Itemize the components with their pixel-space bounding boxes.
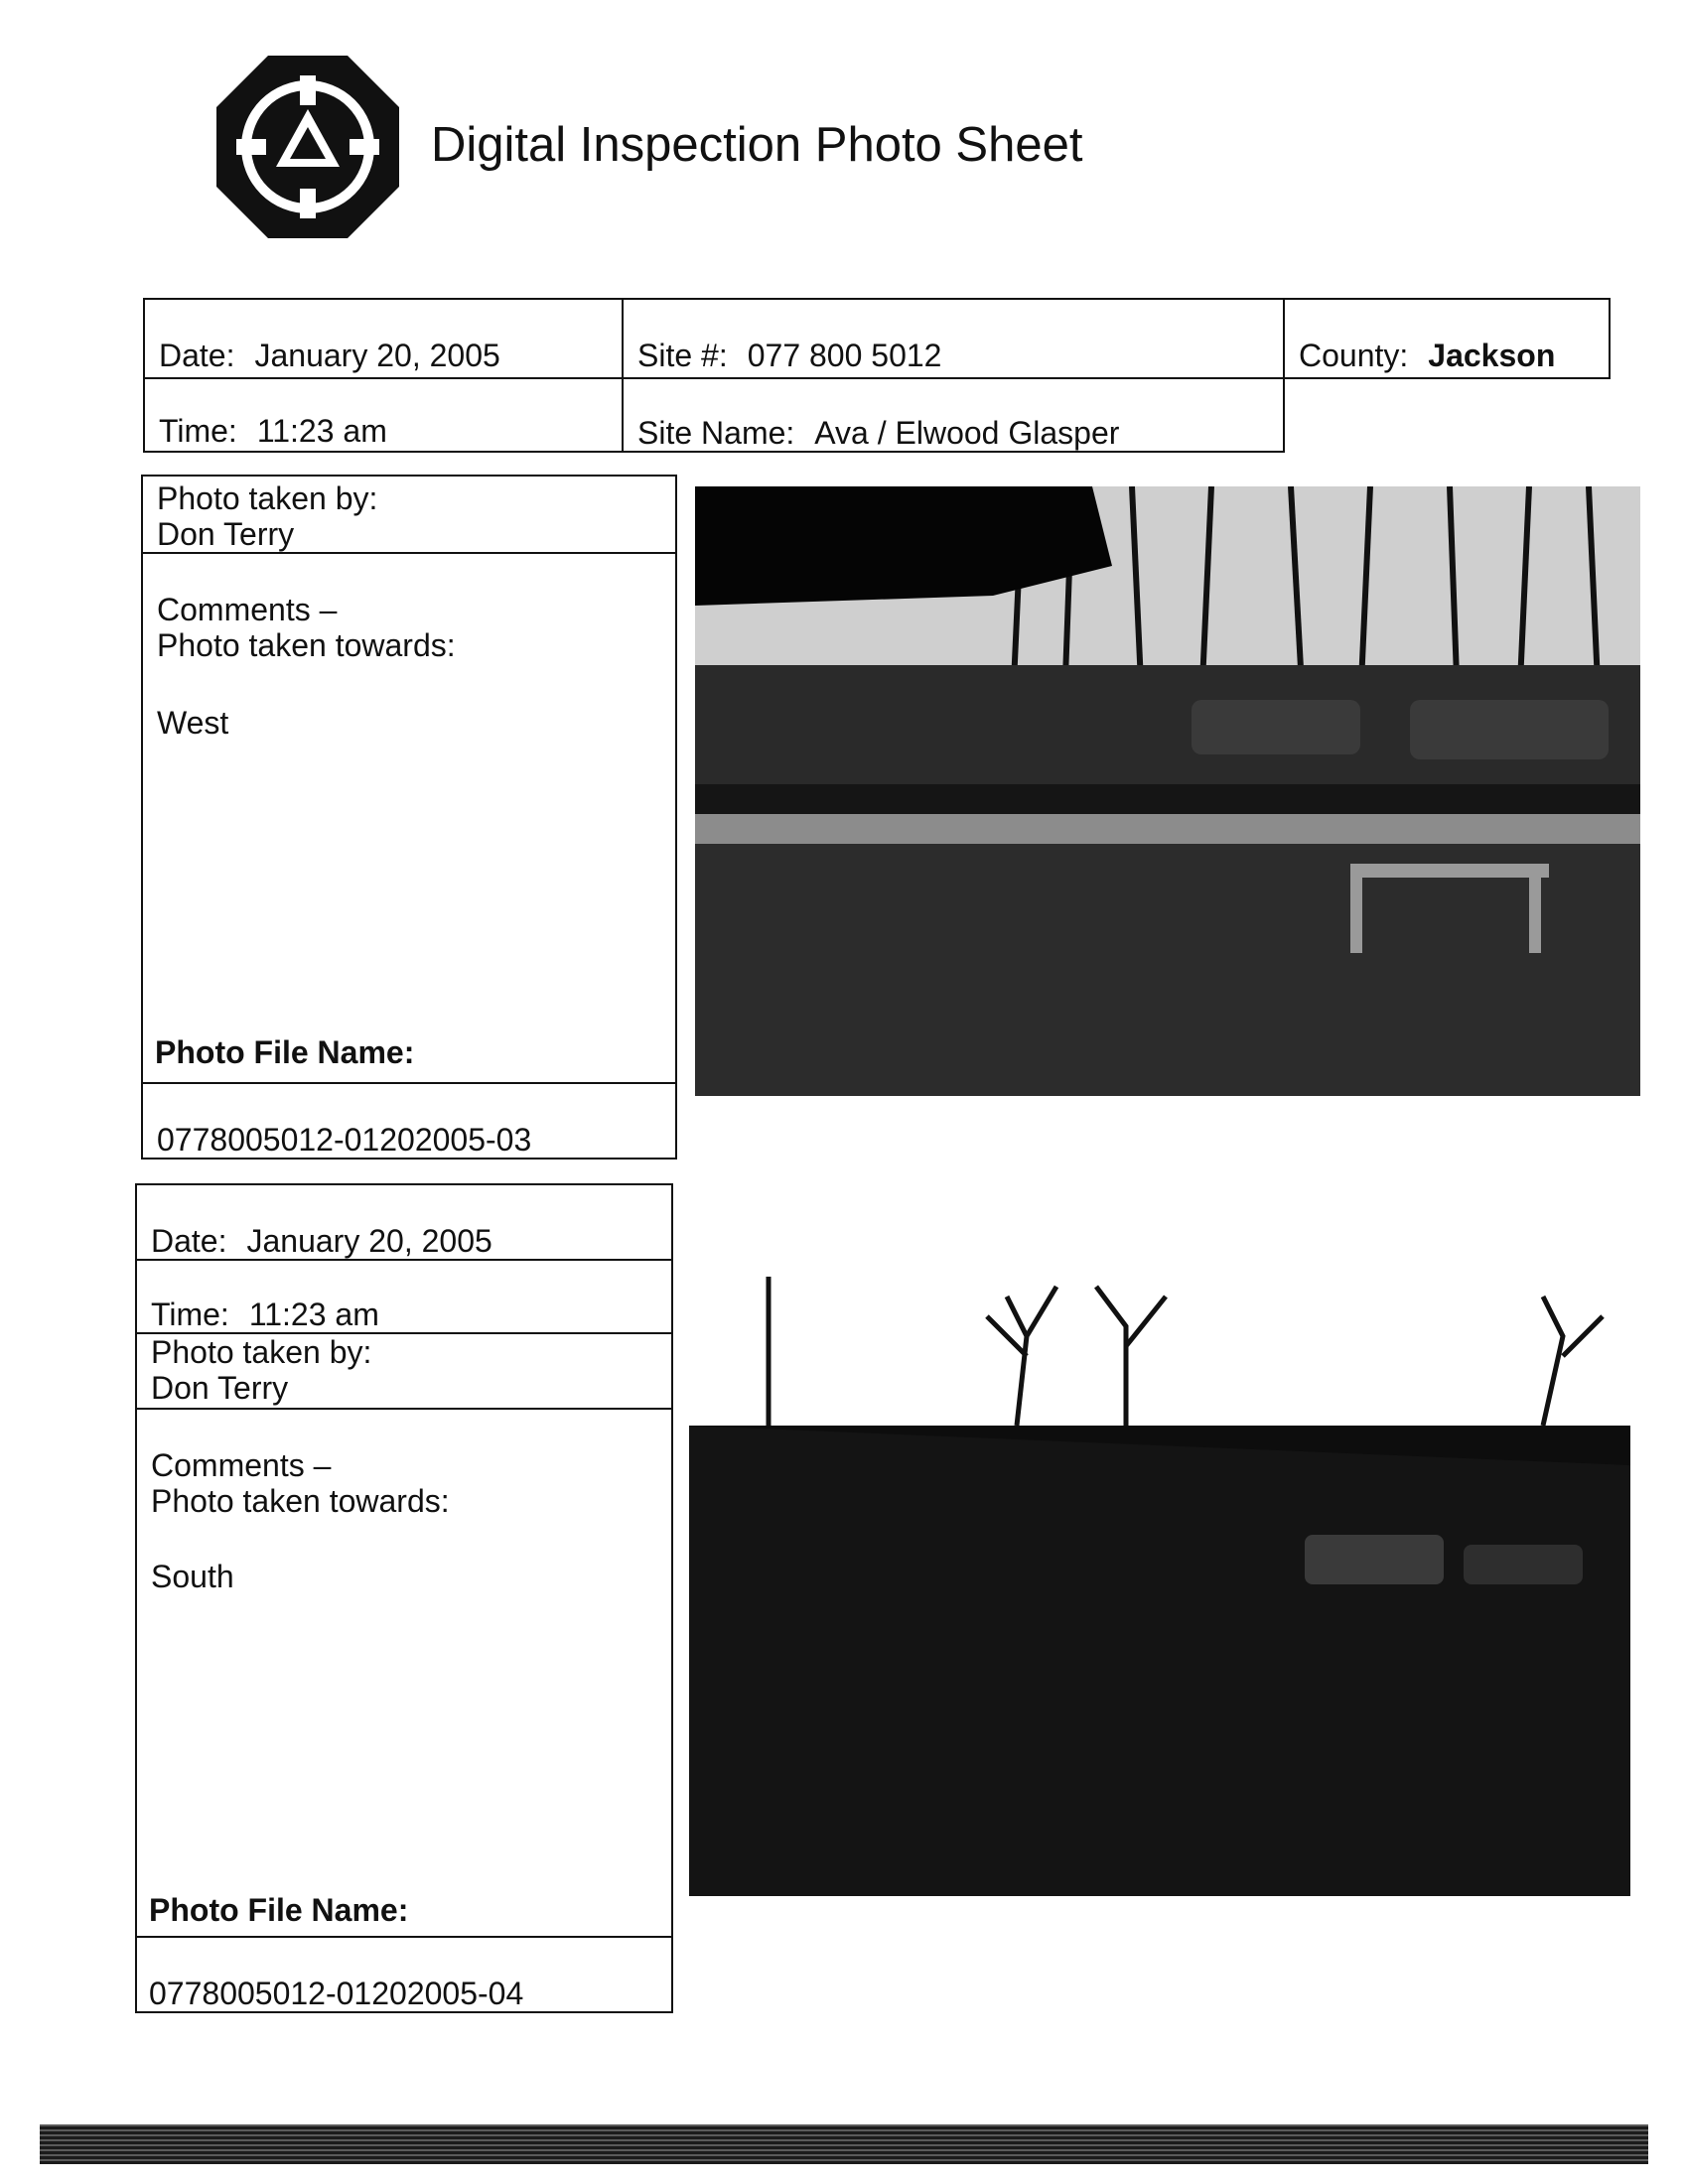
site-name-label: Site Name: — [637, 415, 795, 451]
photo1-towards-label: Photo taken towards: — [157, 627, 456, 663]
photo1-file-name-value: 0778005012-01202005-03 — [157, 1122, 532, 1158]
photo2-image — [689, 1277, 1630, 1896]
photo2-taken-by-value: Don Terry — [151, 1370, 289, 1406]
photo2-direction: South — [151, 1559, 234, 1594]
photo1-comments-label: Comments – — [157, 592, 338, 627]
photo1-direction: West — [157, 705, 229, 741]
photo2-time-label: Time: — [151, 1297, 229, 1332]
page-title: Digital Inspection Photo Sheet — [431, 118, 1083, 172]
photo1-file-name-label: Photo File Name: — [155, 1034, 415, 1070]
county-value: Jackson — [1428, 338, 1556, 373]
time-label: Time: — [159, 413, 237, 449]
photo2-towards-label: Photo taken towards: — [151, 1483, 450, 1519]
photo2-date-label: Date: — [151, 1223, 227, 1259]
octagon-seal-icon — [209, 48, 407, 246]
footer-bar — [40, 2124, 1648, 2164]
site-name-value: Ava / Elwood Glasper — [814, 415, 1120, 451]
site-number-field — [637, 340, 941, 371]
date-field — [159, 340, 500, 371]
photo1-taken-by-label: Photo taken by: — [157, 480, 378, 516]
site-number-label: Site #: — [637, 338, 728, 373]
photo2-time-value: 11:23 am — [248, 1297, 379, 1332]
date-value: January 20, 2005 — [254, 338, 500, 373]
photo2-time-field — [151, 1298, 379, 1330]
photo1-image — [695, 486, 1640, 1096]
photo2-file-name-label: Photo File Name: — [149, 1892, 409, 1928]
site-name-field — [637, 417, 1119, 449]
date-label: Date: — [159, 338, 235, 373]
photo2-comments-label: Comments – — [151, 1447, 332, 1483]
time-field — [159, 415, 387, 447]
photo2-file-name-value: 0778005012-01202005-04 — [149, 1976, 524, 2011]
agency-logo — [209, 48, 407, 246]
photo1-taken-by-value: Don Terry — [157, 516, 295, 552]
photo2-taken-by-label: Photo taken by: — [151, 1334, 372, 1370]
time-value: 11:23 am — [256, 413, 387, 449]
site-number-value: 077 800 5012 — [747, 338, 942, 373]
photo2-date-value: January 20, 2005 — [246, 1223, 492, 1259]
county-field — [1299, 340, 1555, 371]
county-label: County: — [1299, 338, 1409, 373]
photo2-date-field — [151, 1225, 492, 1257]
